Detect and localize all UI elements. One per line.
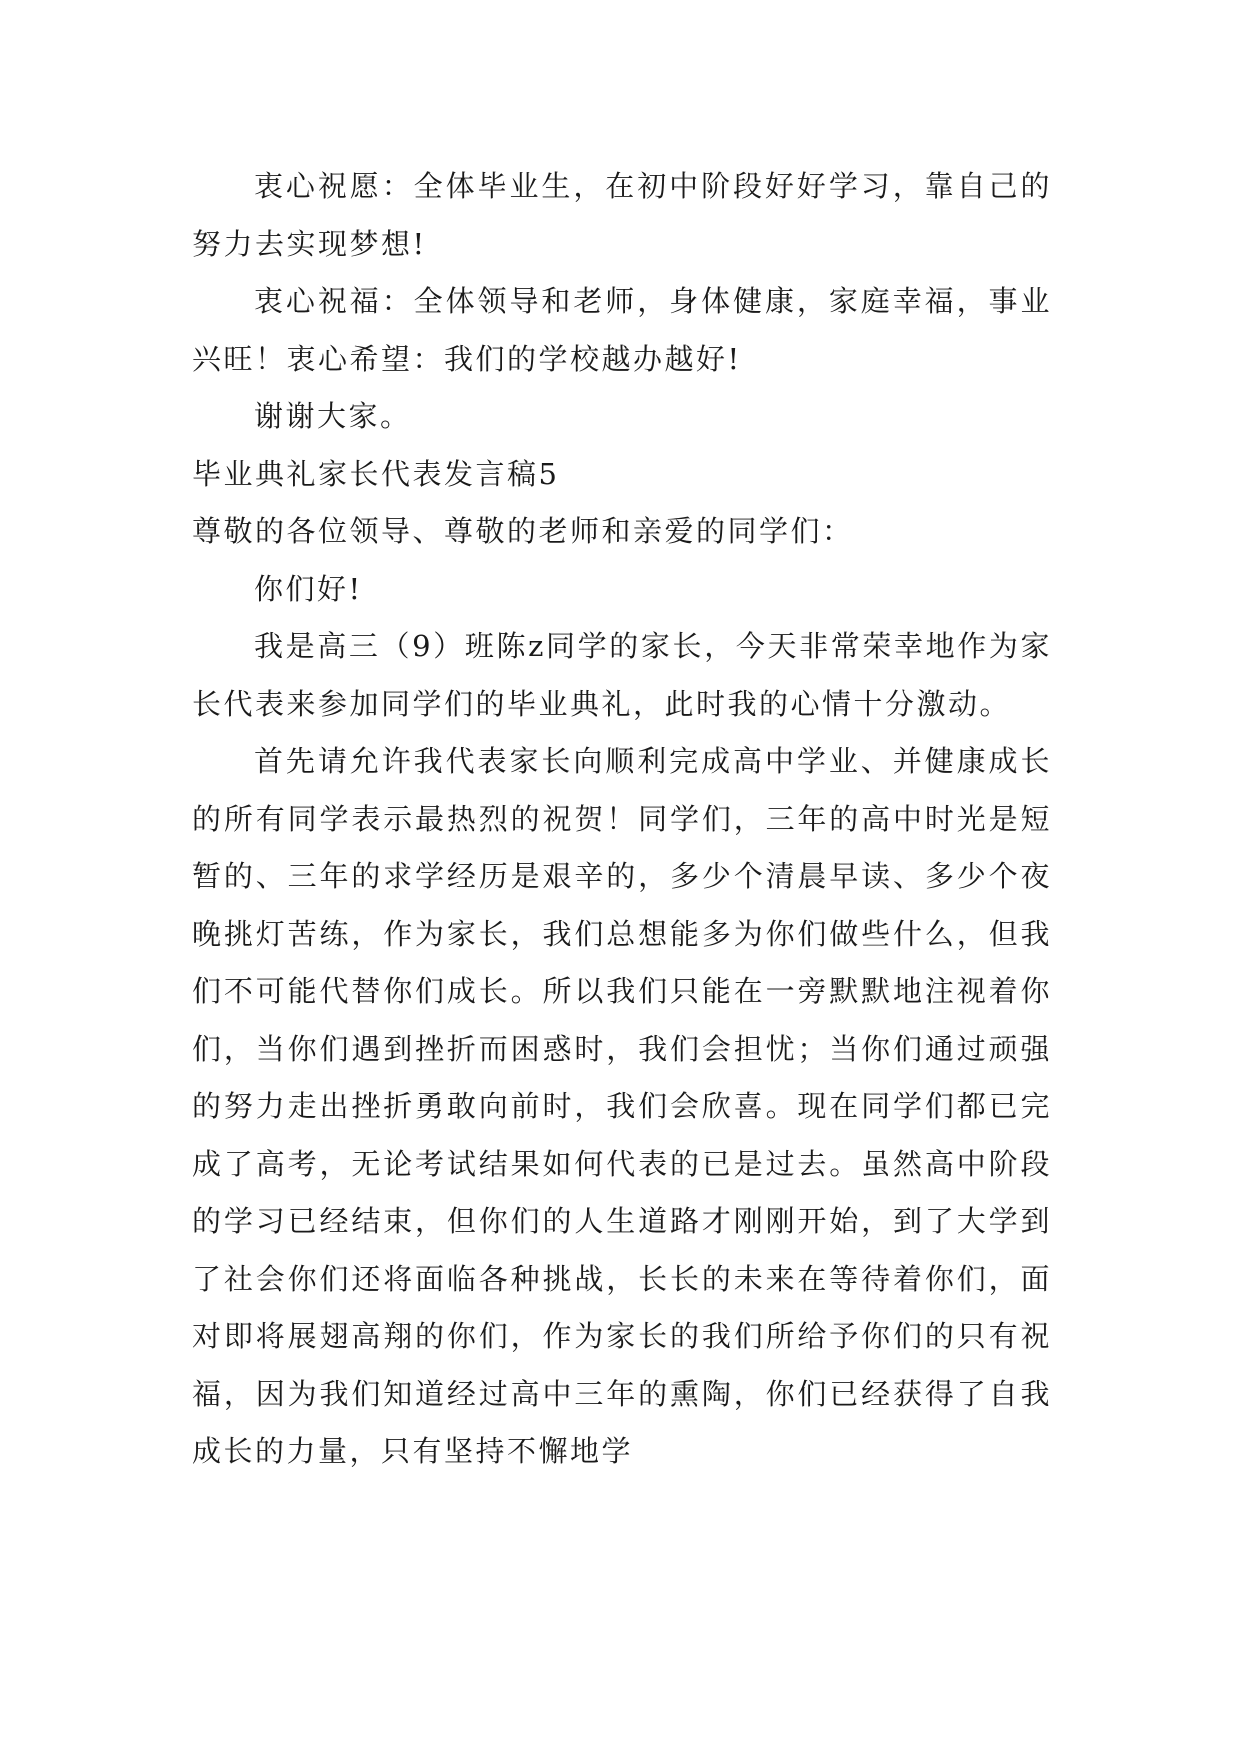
paragraph-congratulations: 首先请允许我代表家长向顺利完成高中学业、并健康成长的所有同学表示最热烈的祝贺！同学们，三年的高中时光是短暂的、三年的求学经历是艰辛的，多少个清晨早读、多少个夜晚挑灯苦练，作为家长，我们总想能多为你们做些什么，但我们不可能代替你们成长。所以我们只能在一旁默默地注视着你们，当你们遇到挫折而困惑时，我们会担忧；当你们通过顽强的努力走出挫折勇敢向前时，我们会欣喜。现在同学们都已完成了高考，无论考试结果如何代表的已是过去。虽然高中阶段的学习已经结束，但你们的人生道路才刚刚开始，到了大学到了社会你们还将面临各种挑战，长长的未来在等待着你们，面对即将展翅高翔的你们，作为家长的我们所给予你们的只有祝福，因为我们知道经过高中三年的熏陶，你们已经获得了自我成长的力量，只有坚持不懈地学 (192, 744, 1052, 1468)
paragraph-introduction: 我是高三（9）班陈z同学的家长，今天非常荣幸地作为家长代表来参加同学们的毕业典礼，此时我的心情十分激动。 (192, 629, 1052, 721)
greeting: 你们好! (254, 571, 363, 606)
paragraph-wishes-graduates: 衷心祝愿：全体毕业生，在初中阶段好好学习，靠自己的努力去实现梦想! (192, 169, 1052, 261)
section-title: 毕业典礼家长代表发言稿5 (192, 456, 560, 491)
document-body (192, 158, 1052, 1481)
paragraph-thanks: 谢谢大家。 (254, 399, 412, 433)
salutation: 尊敬的各位领导、尊敬的老师和亲爱的同学们： (192, 514, 854, 548)
paragraph-wishes-teachers: 衷心祝福：全体领导和老师，身体健康，家庭幸福，事业兴旺！衷心希望：我们的学校越办越好! (192, 284, 1052, 376)
